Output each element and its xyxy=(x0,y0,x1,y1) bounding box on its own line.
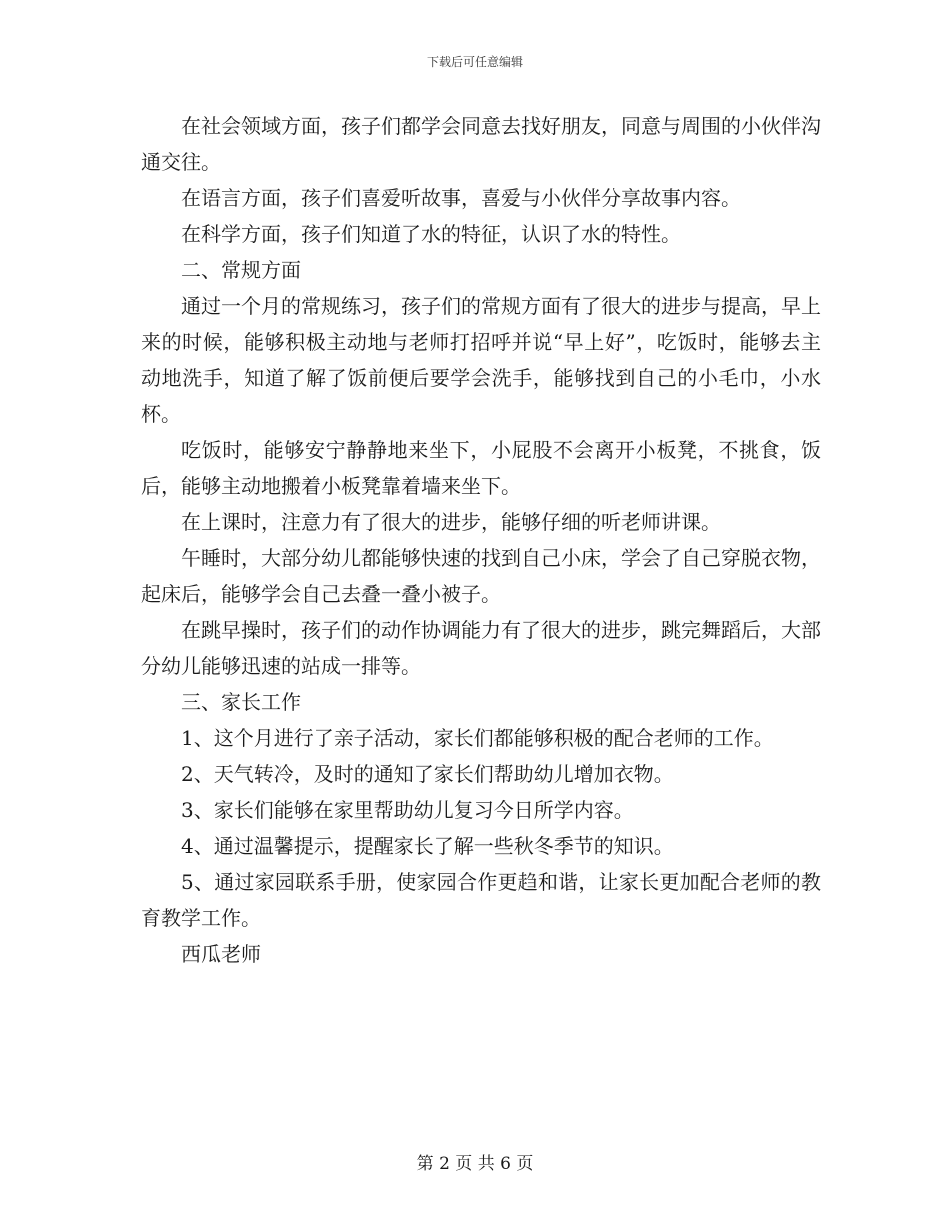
page-number-footer: 第 2 页 共 6 页 xyxy=(416,1154,534,1174)
signature: 西瓜老师 xyxy=(181,942,261,966)
section-heading-parent-work: 三、家长工作 xyxy=(181,690,301,714)
paragraph-routine-practice: 通过一个月的常规练习，孩子们的常规方面有了很大的进步与提高，早上来的时候，能够积极主动地与老师打招呼并说“早上好”，吃饭时，能够去主动地洗手，知道了解了饭前便后要学会洗手，能够找到自己的小毛巾，小水杯。 xyxy=(141,294,821,426)
page-header: 下载后可任意编辑 xyxy=(426,55,523,69)
paragraph-nap-time: 午睡时，大部分幼儿都能够快速的找到自己小床，学会了自己穿脱衣物，起床后，能够学会自己去叠一叠小被子。 xyxy=(141,546,821,606)
list-item-parent-3: 3、家长们能够在家里帮助幼儿复习今日所学内容。 xyxy=(181,798,634,822)
section-heading-routine: 二、常规方面 xyxy=(181,258,301,282)
list-item-parent-1: 1、这个月进行了亲子活动，家长们都能够积极的配合老师的工作。 xyxy=(181,726,774,750)
paragraph-science: 在科学方面，孩子们知道了水的特征，认识了水的特性。 xyxy=(181,222,681,246)
list-item-parent-4: 4、通过温馨提示，提醒家长了解一些秋冬季节的知识。 xyxy=(181,834,674,858)
paragraph-class-attention: 在上课时，注意力有了很大的进步，能够仔细的听老师讲课。 xyxy=(181,510,721,534)
paragraph-morning-exercise: 在跳早操时，孩子们的动作协调能力有了很大的进步，跳完舞蹈后，大部分幼儿能够迅速的站成一排等。 xyxy=(141,618,821,678)
paragraph-social-domain: 在社会领域方面，孩子们都学会同意去找好朋友，同意与周围的小伙伴沟通交往。 xyxy=(141,114,821,174)
list-item-parent-2: 2、天气转冷，及时的通知了家长们帮助幼儿增加衣物。 xyxy=(181,762,674,786)
paragraph-mealtime: 吃饭时，能够安宁静静地来坐下，小屁股不会离开小板凳，不挑食，饭后，能够主动地搬着小板凳靠着墙来坐下。 xyxy=(141,438,821,498)
paragraph-language: 在语言方面，孩子们喜爱听故事，喜爱与小伙伴分享故事内容。 xyxy=(181,186,741,210)
document-body xyxy=(141,108,821,972)
list-item-parent-5: 5、通过家园联系手册，使家园合作更趋和谐，让家长更加配合老师的教育教学工作。 xyxy=(141,870,821,930)
